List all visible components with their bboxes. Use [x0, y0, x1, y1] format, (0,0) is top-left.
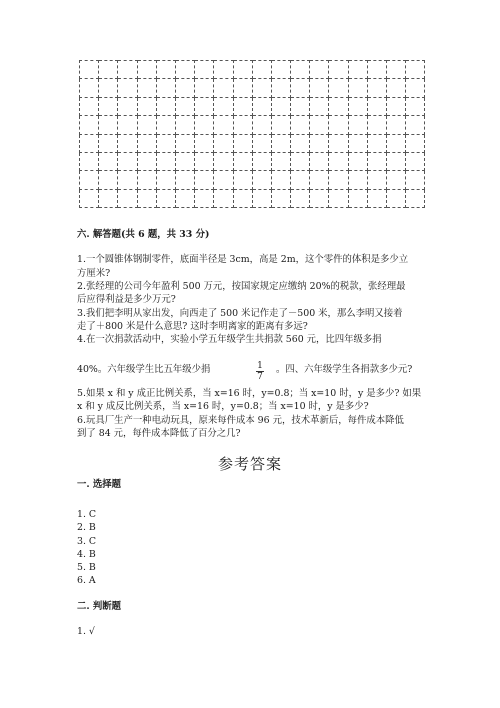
- grid-cell: [387, 79, 406, 97]
- grid-cell: [252, 97, 271, 115]
- grid-row: [80, 189, 425, 207]
- grid-cell: [175, 97, 194, 115]
- grid-cell: [99, 189, 118, 207]
- grid-cell: [233, 171, 252, 189]
- grid-cell: [233, 79, 252, 97]
- grid-cell: [156, 171, 175, 189]
- fraction-numerator: 1: [257, 361, 263, 371]
- grid-cell: [291, 61, 310, 79]
- grid-cell: [214, 116, 233, 134]
- grid-cell: [291, 116, 310, 134]
- grid-cell: [233, 189, 252, 207]
- grid-cell: [80, 171, 99, 189]
- grid-cell: [310, 116, 329, 134]
- grid-cell: [348, 171, 367, 189]
- grid-cell: [367, 116, 386, 134]
- grid-cell: [233, 97, 252, 115]
- grid-cell: [156, 152, 175, 170]
- grid-cell: [156, 189, 175, 207]
- grid-cell: [118, 171, 137, 189]
- grid-row: [80, 79, 425, 97]
- grid-cell: [310, 134, 329, 152]
- grid-cell: [387, 97, 406, 115]
- grid-cell: [137, 97, 156, 115]
- answer-6: 6. A: [77, 575, 96, 586]
- grid-cell: [329, 116, 348, 134]
- grid-cell: [348, 116, 367, 134]
- grid-row: [80, 116, 425, 134]
- grid-cell: [214, 171, 233, 189]
- grid-cell: [348, 97, 367, 115]
- grid-cell: [252, 189, 271, 207]
- grid-cell: [233, 61, 252, 79]
- fraction-denominator: 7: [257, 372, 263, 382]
- grid-cell: [80, 152, 99, 170]
- grid-cell: [310, 97, 329, 115]
- grid-cell: [387, 116, 406, 134]
- grid-cell: [156, 134, 175, 152]
- grid-cell: [291, 171, 310, 189]
- grid-cell: [406, 152, 425, 170]
- grid-cell: [99, 134, 118, 152]
- grid-cell: [137, 116, 156, 134]
- answer-1: 1. C: [77, 509, 97, 520]
- grid-cell: [99, 97, 118, 115]
- grid-cell: [80, 61, 99, 79]
- section-2-heading: 二. 判断题: [77, 601, 122, 612]
- grid-cell: [214, 79, 233, 97]
- grid-cell: [137, 152, 156, 170]
- section-1-heading: 一. 选择题: [77, 479, 122, 490]
- grid-cell: [99, 171, 118, 189]
- fraction-one-seventh: [256, 361, 264, 383]
- grid-cell: [348, 79, 367, 97]
- grid-cell: [118, 79, 137, 97]
- grid-row: [80, 61, 425, 79]
- grid-cell: [406, 79, 425, 97]
- question-2-line-2: 后应得利益是多少万元?: [77, 294, 176, 305]
- question-5-line-1: 5.如果 x 和 y 成正比例关系，当 x=16 时，y=0.8；当 x=10 时，y 是多少? 如果: [77, 388, 422, 399]
- grid-cell: [271, 134, 290, 152]
- answer-5: 5. B: [77, 562, 96, 573]
- grid-cell: [118, 97, 137, 115]
- grid-cell: [214, 189, 233, 207]
- grid-cell: [118, 134, 137, 152]
- grid-cell: [367, 61, 386, 79]
- grid-cell: [156, 116, 175, 134]
- answer-key-title: 参考答案: [217, 455, 282, 473]
- grid-cell: [406, 97, 425, 115]
- grid-cell: [271, 116, 290, 134]
- grid-cell: [118, 189, 137, 207]
- question-5-line-2: x 和 y 成反比例关系，当 x=16 时，y=0.8；当 x=10 时，y 是多少?: [77, 401, 369, 412]
- grid-cell: [406, 134, 425, 152]
- grid-cell: [195, 134, 214, 152]
- grid-cell: [291, 79, 310, 97]
- grid-cell: [195, 171, 214, 189]
- grid-cell: [367, 97, 386, 115]
- answer-4: 4. B: [77, 549, 96, 560]
- grid-cell: [214, 152, 233, 170]
- grid-cell: [367, 189, 386, 207]
- grid-cell: [175, 134, 194, 152]
- grid-cell: [387, 189, 406, 207]
- grid-cell: [291, 97, 310, 115]
- grid-cell: [99, 116, 118, 134]
- grid-cell: [367, 134, 386, 152]
- grid-cell: [329, 152, 348, 170]
- grid-cell: [329, 97, 348, 115]
- grid-cell: [195, 79, 214, 97]
- grid-cell: [252, 171, 271, 189]
- grid-cell: [291, 134, 310, 152]
- grid-cell: [271, 79, 290, 97]
- question-3-line-1: 3.我们把李明从家出发，向西走了 500 米记作走了－500 米，那么李明又接着: [77, 308, 403, 319]
- grid-cell: [137, 61, 156, 79]
- grid-cell: [291, 189, 310, 207]
- grid-cell: [99, 79, 118, 97]
- grid-cell: [310, 152, 329, 170]
- grid-cell: [80, 97, 99, 115]
- grid-cell: [99, 61, 118, 79]
- grid-cell: [195, 116, 214, 134]
- grid-cell: [156, 97, 175, 115]
- grid-cell: [406, 61, 425, 79]
- grid-cell: [233, 152, 252, 170]
- grid-cell: [271, 189, 290, 207]
- grid-cell: [175, 79, 194, 97]
- grid-cell: [387, 61, 406, 79]
- grid-cell: [348, 189, 367, 207]
- grid-cell: [195, 97, 214, 115]
- grid-cell: [175, 189, 194, 207]
- grid-cell: [329, 189, 348, 207]
- grid-cell: [367, 171, 386, 189]
- grid-cell: [329, 171, 348, 189]
- writing-grid: [79, 60, 425, 208]
- grid-cell: [348, 152, 367, 170]
- grid-cell: [233, 116, 252, 134]
- question-1-line-1: 1.一个圆锥体钢制零件，底面半径是 3cm，高是 2m，这个零件的体积是多少立: [77, 254, 409, 265]
- question-4-line-2a: 40%。六年级学生比五年级少捐: [77, 364, 211, 375]
- question-1-line-2: 方厘米?: [77, 268, 111, 279]
- grid-cell: [175, 116, 194, 134]
- question-6-line-2: 到了 84 元，每件成本降低了百分之几?: [77, 428, 241, 439]
- grid-cell: [195, 152, 214, 170]
- grid-cell: [329, 61, 348, 79]
- grid-cell: [80, 189, 99, 207]
- grid-cell: [80, 79, 99, 97]
- question-2-line-1: 2.张经理的公司今年盈利 500 万元，按国家规定应缴纳 20%的税款，张经理最: [77, 281, 406, 292]
- grid-cell: [137, 134, 156, 152]
- question-4-line-2b: 。四、六年级学生各捐款多少元?: [276, 364, 413, 375]
- grid-cell: [252, 61, 271, 79]
- grid-cell: [195, 189, 214, 207]
- grid-cell: [310, 61, 329, 79]
- grid-cell: [310, 171, 329, 189]
- question-3-line-2: 走了＋800 米是什么意思? 这时李明离家的距离有多远?: [77, 321, 308, 332]
- grid-cell: [118, 61, 137, 79]
- grid-cell: [406, 189, 425, 207]
- grid-cell: [348, 134, 367, 152]
- grid-cell: [156, 79, 175, 97]
- question-4-line-1: 4.在一次捐款活动中，实验小学五年级学生共捐款 560 元，比四年级多捐: [77, 334, 382, 345]
- grid-cell: [271, 152, 290, 170]
- grid-cell: [175, 61, 194, 79]
- grid-cell: [310, 79, 329, 97]
- grid-row: [80, 97, 425, 115]
- grid-cell: [291, 152, 310, 170]
- section-6-heading: 六. 解答题(共 6 题，共 33 分): [77, 229, 210, 240]
- grid-row: [80, 171, 425, 189]
- question-6-line-1: 6.玩具厂生产一种电动玩具，原来每件成本 96 元，技术革新后，每件成本降低: [77, 415, 404, 426]
- grid-cell: [175, 152, 194, 170]
- grid-cell: [214, 61, 233, 79]
- grid-cell: [214, 97, 233, 115]
- grid-cell: [271, 97, 290, 115]
- grid-cell: [80, 116, 99, 134]
- grid-cell: [348, 61, 367, 79]
- grid-row: [80, 152, 425, 170]
- grid-cell: [156, 61, 175, 79]
- grid-cell: [99, 152, 118, 170]
- grid-cell: [233, 134, 252, 152]
- grid-cell: [387, 152, 406, 170]
- judge-answer-1: 1. √: [77, 626, 95, 637]
- grid-cell: [329, 79, 348, 97]
- grid-cell: [252, 134, 271, 152]
- grid-cell: [271, 61, 290, 79]
- grid-cell: [329, 134, 348, 152]
- grid-cell: [271, 171, 290, 189]
- answer-2: 2. B: [77, 522, 96, 533]
- grid-cell: [118, 152, 137, 170]
- grid-cell: [118, 116, 137, 134]
- grid-cell: [252, 152, 271, 170]
- grid-cell: [387, 171, 406, 189]
- grid-cell: [252, 116, 271, 134]
- grid-cell: [137, 189, 156, 207]
- grid-cell: [387, 134, 406, 152]
- grid-cell: [310, 189, 329, 207]
- grid-row: [80, 134, 425, 152]
- grid-cell: [137, 171, 156, 189]
- grid-cell: [406, 116, 425, 134]
- grid-cell: [367, 79, 386, 97]
- answer-3: 3. C: [77, 536, 97, 547]
- grid-cell: [367, 152, 386, 170]
- grid-cell: [406, 171, 425, 189]
- grid-cell: [214, 134, 233, 152]
- grid-cell: [175, 171, 194, 189]
- grid-cell: [137, 79, 156, 97]
- grid-cell: [252, 79, 271, 97]
- grid-cell: [80, 134, 99, 152]
- grid-cell: [195, 61, 214, 79]
